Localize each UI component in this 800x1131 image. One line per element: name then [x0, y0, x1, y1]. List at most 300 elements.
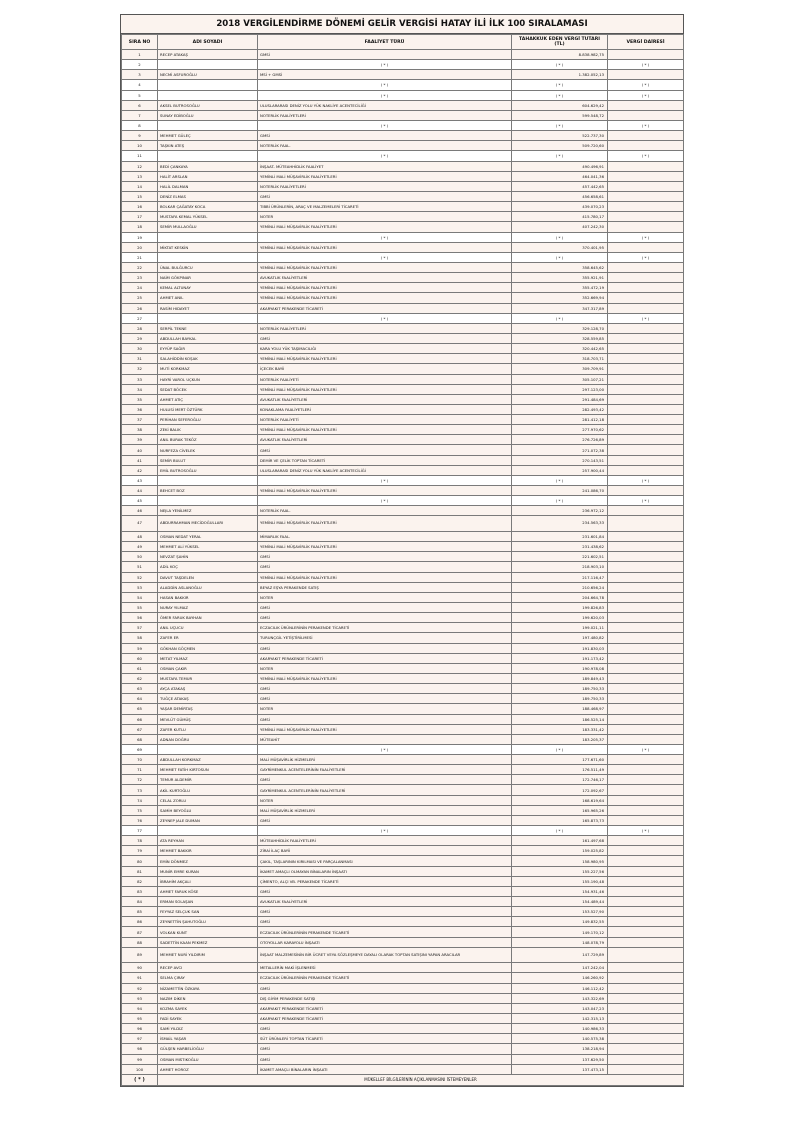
table-row	[122, 775, 684, 785]
row-tax-office	[608, 486, 684, 496]
row-name: AHMET ANIL	[158, 293, 258, 303]
row-name: TUĞÇE ATAKAŞ	[158, 694, 258, 704]
table-row	[122, 313, 684, 323]
row-name: ALADDİN ASLANOĞLU	[158, 582, 258, 592]
row-tax-office	[608, 1044, 684, 1054]
row-name	[158, 252, 258, 262]
row-activity: TIBBİ ÜRÜNLERİN, ARAÇ VE MALZEMELERİ TİCARETİ	[258, 202, 512, 212]
row-number: 28	[122, 323, 158, 333]
row-name: KOZMA SAYEK	[158, 1003, 258, 1013]
row-hidden-mark: ( * )	[258, 90, 512, 100]
row-name: MEVLÜT GÜMÜŞ	[158, 714, 258, 724]
row-amount: 509.720,60	[512, 141, 608, 151]
row-tax-office	[608, 562, 684, 572]
row-amount: 358.645,62	[512, 262, 608, 272]
row-tax-office	[608, 993, 684, 1003]
table-row	[122, 973, 684, 983]
row-name: ZEKİ BALIK	[158, 425, 258, 435]
row-number: 20	[122, 242, 158, 252]
row-number: 44	[122, 486, 158, 496]
row-number: 73	[122, 785, 158, 795]
table-row	[122, 1044, 684, 1054]
row-tax-office	[608, 907, 684, 917]
row-activity: YEMİNLİ MALİ MÜŞAVİRLİK FAALİYETLERİ	[258, 242, 512, 252]
row-name: MEHMET FATİH KIRTOSUN	[158, 765, 258, 775]
row-name: MUSTAFA KEMAL YÜKSEL	[158, 212, 258, 222]
row-hidden-mark: ( * )	[512, 232, 608, 242]
row-activity: YEMİNLİ MALİ MÜŞAVİRLİK FAALİYETLERİ	[258, 262, 512, 272]
row-hidden-mark: ( * )	[258, 826, 512, 836]
row-tax-office	[608, 181, 684, 191]
row-name	[158, 744, 258, 754]
row-number: 4	[122, 80, 158, 90]
row-number: 72	[122, 775, 158, 785]
row-number: 75	[122, 805, 158, 815]
row-activity: NOTER	[258, 212, 512, 222]
row-hidden-mark: ( * )	[512, 120, 608, 130]
row-hidden-mark: ( * )	[258, 744, 512, 754]
row-hidden-mark: ( * )	[608, 120, 684, 130]
row-name: ABDURRAHMAN MECİDOĞULLARI	[158, 516, 258, 532]
row-amount: 177.671,60	[512, 755, 608, 765]
row-name	[158, 232, 258, 242]
table-row	[122, 694, 684, 704]
row-number: 93	[122, 993, 158, 1003]
table-row	[122, 252, 684, 262]
row-amount: 191.830,03	[512, 643, 608, 653]
row-activity: GAYRİMENKUL ACENTELERİNİN FAALİYETLERİ	[258, 785, 512, 795]
row-activity: ECZACILIK ÜRÜNLERİNİN PERAKENDE TİCARETİ	[258, 623, 512, 633]
table-row	[122, 202, 684, 212]
row-name: EYYÜP SAĞIR	[158, 344, 258, 354]
row-tax-office	[608, 846, 684, 856]
row-tax-office	[608, 755, 684, 765]
table-row	[122, 212, 684, 222]
row-amount: 148.078,79	[512, 937, 608, 947]
row-name: SEDAT BÖCEK	[158, 384, 258, 394]
row-number: 92	[122, 983, 158, 993]
row-name: OSMAN NEDAT YERAL	[158, 531, 258, 541]
row-activity: NOTERLİK FAAL.	[258, 506, 512, 516]
row-name: VOLKAN KUNT	[158, 927, 258, 937]
row-tax-office	[608, 303, 684, 313]
row-number: 40	[122, 445, 158, 455]
row-name: NAZIM DİKEN	[158, 993, 258, 1003]
row-amount: 329.128,70	[512, 323, 608, 333]
table-row	[122, 602, 684, 612]
row-number: 70	[122, 755, 158, 765]
row-tax-office	[608, 1064, 684, 1074]
row-number: 76	[122, 815, 158, 825]
row-number: 45	[122, 496, 158, 506]
table-header-row	[122, 35, 684, 50]
row-number: 39	[122, 435, 158, 445]
row-amount: 271.072,38	[512, 445, 608, 455]
table-row	[122, 1024, 684, 1034]
row-hidden-mark: ( * )	[512, 496, 608, 506]
row-tax-office	[608, 333, 684, 343]
table-row	[122, 131, 684, 141]
table-row	[122, 947, 684, 963]
row-hidden-mark: ( * )	[258, 80, 512, 90]
table-row	[122, 273, 684, 283]
row-name: DENİZ ELMAS	[158, 191, 258, 201]
row-activity: GMSİ	[258, 886, 512, 896]
row-tax-office	[608, 445, 684, 455]
table-row	[122, 704, 684, 714]
row-number: 31	[122, 354, 158, 364]
row-hidden-mark: ( * )	[512, 826, 608, 836]
row-activity: METALLERİN MAKİ İŞLENMESİ	[258, 963, 512, 973]
row-activity: GMSİ	[258, 1024, 512, 1034]
row-amount: 309.709,91	[512, 364, 608, 374]
row-activity: GAYRİMENKUL ACENTELERİNİN FAALİYETLERİ	[258, 765, 512, 775]
row-name: METAT YILMAZ	[158, 653, 258, 663]
row-activity: AVUKATLIK FAALİYETLERİ	[258, 273, 512, 283]
row-amount: 172.746,17	[512, 775, 608, 785]
row-amount: 140.575,38	[512, 1034, 608, 1044]
row-tax-office	[608, 293, 684, 303]
row-name: BOLKAR ÇAĞATAY KOCA	[158, 202, 258, 212]
row-name: ADİL KOÇ	[158, 562, 258, 572]
row-name: MUSTAFA TEMUR	[158, 673, 258, 683]
table-row	[122, 765, 684, 775]
row-amount: 355.921,91	[512, 273, 608, 283]
table-row	[122, 1034, 684, 1044]
row-tax-office	[608, 516, 684, 532]
row-tax-office	[608, 694, 684, 704]
row-name: GÖKHAN GÖÇMEN	[158, 643, 258, 653]
row-amount: 199.826,83	[512, 602, 608, 612]
row-name: SUNAY EDİBOĞLU	[158, 110, 258, 120]
row-name: DAVUT TAŞDELEN	[158, 572, 258, 582]
row-number: 16	[122, 202, 158, 212]
row-name: MEHMET ALİ YÜKSEL	[158, 542, 258, 552]
row-tax-office	[608, 425, 684, 435]
row-activity: İNŞAAT MALZEMESİNİN BİR ÜCRET VEYA SÖZLEŞMEYE DAYALI OLARAK TOPTAN SATIŞINI YAPAN ARACILAR	[258, 947, 512, 963]
row-activity: YEMİNLİ MALİ MÜŞAVİRLİK FAALİYETLERİ	[258, 673, 512, 683]
row-tax-office	[608, 602, 684, 612]
table-row	[122, 384, 684, 394]
table-row	[122, 283, 684, 293]
row-name: AKSEL BUTROSOĞLU	[158, 100, 258, 110]
row-amount: 146.112,42	[512, 983, 608, 993]
table-row	[122, 795, 684, 805]
row-tax-office	[608, 212, 684, 222]
table-row	[122, 562, 684, 572]
row-amount: 231.601,84	[512, 531, 608, 541]
row-activity: GMSİ	[258, 643, 512, 653]
header-sira-no: SIRA NO	[122, 35, 158, 50]
table-row	[122, 1054, 684, 1064]
row-name	[158, 826, 258, 836]
row-number: 77	[122, 826, 158, 836]
row-tax-office	[608, 1024, 684, 1034]
row-activity: ECZACILIK ÜRÜNLERİNİN PERAKENDE TİCARETİ	[258, 973, 512, 983]
row-name: MUNİR EMRE KURAN	[158, 866, 258, 876]
row-number: 41	[122, 455, 158, 465]
row-amount: 210.656,24	[512, 582, 608, 592]
row-tax-office	[608, 947, 684, 963]
table-row	[122, 993, 684, 1003]
row-hidden-mark: ( * )	[258, 151, 512, 161]
table-row	[122, 633, 684, 643]
row-tax-office	[608, 394, 684, 404]
table-row	[122, 191, 684, 201]
row-amount: 154.489,44	[512, 897, 608, 907]
row-tax-office	[608, 937, 684, 947]
row-tax-office	[608, 1013, 684, 1023]
table-row	[122, 374, 684, 384]
row-number: 63	[122, 684, 158, 694]
row-activity: AVUKATLIK FAALİYETLERİ	[258, 897, 512, 907]
table-row	[122, 293, 684, 303]
row-tax-office	[608, 415, 684, 425]
row-tax-office	[608, 973, 684, 983]
row-activity: NOTERLİK FAALİYETLERİ	[258, 181, 512, 191]
row-name: HAYRİ VAROL UÇKUN	[158, 374, 258, 384]
row-activity: GMSİ	[258, 1054, 512, 1064]
row-number: 61	[122, 663, 158, 673]
row-hidden-mark: ( * )	[258, 120, 512, 130]
table-row	[122, 1013, 684, 1023]
row-name	[158, 313, 258, 323]
row-amount: 142.315,13	[512, 1013, 608, 1023]
row-tax-office	[608, 283, 684, 293]
row-name: PERİHAN SEFEROĞLU	[158, 415, 258, 425]
row-tax-office	[608, 171, 684, 181]
table-row	[122, 222, 684, 232]
row-activity: YEMİNLİ MALİ MÜŞAVİRLİK FAALİYETLERİ	[258, 354, 512, 364]
table-row	[122, 303, 684, 313]
row-tax-office	[608, 963, 684, 973]
row-number: 7	[122, 110, 158, 120]
table-row	[122, 724, 684, 734]
row-amount: 143.047,23	[512, 1003, 608, 1013]
table-row	[122, 344, 684, 354]
row-activity: NOTERLİK FAALİYETİ	[258, 374, 512, 384]
row-number: 100	[122, 1064, 158, 1074]
row-hidden-mark: ( * )	[258, 252, 512, 262]
row-tax-office	[608, 1003, 684, 1013]
row-name: ZAFER KUTLU	[158, 724, 258, 734]
table-row	[122, 582, 684, 592]
row-amount: 236.972,12	[512, 506, 608, 516]
row-amount: 1.382.052,13	[512, 70, 608, 80]
row-amount: 257.900,44	[512, 465, 608, 475]
table-row	[122, 755, 684, 765]
table-row	[122, 673, 684, 683]
row-number: 58	[122, 633, 158, 643]
table-row	[122, 232, 684, 242]
row-number: 98	[122, 1044, 158, 1054]
row-hidden-mark: ( * )	[608, 496, 684, 506]
row-name: AHMET HOROZ	[158, 1064, 258, 1074]
table-row	[122, 542, 684, 552]
row-activity: GMSİ	[258, 694, 512, 704]
row-amount: 370.401,95	[512, 242, 608, 252]
row-name: ABDULLAH KORKMAZ	[158, 755, 258, 765]
row-name: MEHMET BAKKIR	[158, 846, 258, 856]
row-amount: 490.496,91	[512, 161, 608, 171]
row-tax-office	[608, 897, 684, 907]
row-activity: GMSİ	[258, 445, 512, 455]
table-row	[122, 242, 684, 252]
row-amount: 155.190,48	[512, 876, 608, 886]
table-row	[122, 552, 684, 562]
row-hidden-mark: ( * )	[512, 313, 608, 323]
table-row	[122, 983, 684, 993]
row-tax-office	[608, 775, 684, 785]
table-row	[122, 963, 684, 973]
row-amount: 168.619,64	[512, 795, 608, 805]
table-row	[122, 592, 684, 602]
row-tax-office	[608, 684, 684, 694]
table-row	[122, 465, 684, 475]
row-hidden-mark: ( * )	[608, 151, 684, 161]
row-activity: GMSİ	[258, 602, 512, 612]
row-amount: 197.480,82	[512, 633, 608, 643]
row-amount: 189.750,33	[512, 694, 608, 704]
row-number: 15	[122, 191, 158, 201]
row-number: 46	[122, 506, 158, 516]
row-name: GÜLŞEN HARBELİOĞLU	[158, 1044, 258, 1054]
row-number: 6	[122, 100, 158, 110]
row-activity: MÜTEAHİT	[258, 734, 512, 744]
ranking-table	[121, 34, 684, 1086]
row-number: 80	[122, 856, 158, 866]
row-tax-office	[608, 531, 684, 541]
table-row	[122, 653, 684, 663]
table-row	[122, 623, 684, 633]
row-activity: GMSİ	[258, 191, 512, 201]
row-activity: GMSİ	[258, 562, 512, 572]
table-row	[122, 70, 684, 80]
row-number: 91	[122, 973, 158, 983]
row-hidden-mark: ( * )	[608, 232, 684, 242]
row-hidden-mark: ( * )	[608, 60, 684, 70]
row-activity: ULUSLARARASI DENİZ YOLU YÜK NAKLİYE ACENTECİLİĞİ	[258, 100, 512, 110]
table-row	[122, 826, 684, 836]
row-activity: NOTERLİK FAALİYETİ	[258, 415, 512, 425]
row-hidden-mark: ( * )	[608, 252, 684, 262]
row-tax-office	[608, 506, 684, 516]
row-number: 9	[122, 131, 158, 141]
row-hidden-mark: ( * )	[512, 151, 608, 161]
table-row	[122, 927, 684, 937]
table-row	[122, 262, 684, 272]
row-tax-office	[608, 917, 684, 927]
row-number: 18	[122, 222, 158, 232]
row-activity: GMSİ	[258, 333, 512, 343]
row-tax-office	[608, 110, 684, 120]
row-number: 51	[122, 562, 158, 572]
table-row	[122, 734, 684, 744]
row-number: 27	[122, 313, 158, 323]
row-tax-office	[608, 455, 684, 465]
row-hidden-mark: ( * )	[608, 80, 684, 90]
row-amount: 221.602,51	[512, 552, 608, 562]
row-activity: YEMİNLİ MALİ MÜŞAVİRLİK FAALİYETLERİ	[258, 486, 512, 496]
row-activity: GMSİ	[258, 1044, 512, 1054]
footer-row	[122, 1074, 684, 1085]
row-tax-office	[608, 704, 684, 714]
row-name: SEMİR MULLAOĞLU	[158, 222, 258, 232]
row-name: NECMİ ASFUROĞLU	[158, 70, 258, 80]
row-name: MEHMET NURİ YILDIRIM	[158, 947, 258, 963]
row-name: YAŞAR DEMİRTAŞ	[158, 704, 258, 714]
row-amount: 599.548,72	[512, 110, 608, 120]
row-amount: 199.620,03	[512, 613, 608, 623]
row-name: MEHMET GÜLEÇ	[158, 131, 258, 141]
row-amount: 204.664,78	[512, 592, 608, 602]
row-name: ZAFER ER	[158, 633, 258, 643]
row-number: 42	[122, 465, 158, 475]
row-amount: 188.468,97	[512, 704, 608, 714]
table-row	[122, 394, 684, 404]
row-amount: 217.116,47	[512, 572, 608, 582]
footer-mark: ( * )	[122, 1074, 158, 1085]
table-row	[122, 486, 684, 496]
row-number: 33	[122, 374, 158, 384]
row-amount: 297.123,00	[512, 384, 608, 394]
row-number: 97	[122, 1034, 158, 1044]
row-number: 59	[122, 643, 158, 653]
row-amount: 305.107,21	[512, 374, 608, 384]
row-activity: İKAMET AMAÇLI BİNALARIN İNŞAATI	[258, 1064, 512, 1074]
row-number: 85	[122, 907, 158, 917]
row-number: 64	[122, 694, 158, 704]
row-name	[158, 60, 258, 70]
row-name: SADETTİN KAAN PEKMEZ	[158, 937, 258, 947]
row-name: ATA REYHAN	[158, 836, 258, 846]
row-number: 53	[122, 582, 158, 592]
row-name: ZEYNEP JALE DUMAN	[158, 815, 258, 825]
table-row	[122, 531, 684, 541]
row-amount: 189.750,33	[512, 684, 608, 694]
row-name: AKİL KURTOĞLU	[158, 785, 258, 795]
table-row	[122, 516, 684, 532]
table-row	[122, 1064, 684, 1074]
row-name	[158, 90, 258, 100]
table-row	[122, 100, 684, 110]
table-row	[122, 435, 684, 445]
row-number: 65	[122, 704, 158, 714]
row-tax-office	[608, 572, 684, 582]
row-number: 66	[122, 714, 158, 724]
row-activity: NOTER	[258, 704, 512, 714]
row-name: RECEP ATAKAŞ	[158, 50, 258, 60]
row-hidden-mark: ( * )	[512, 90, 608, 100]
table-row	[122, 333, 684, 343]
row-number: 86	[122, 917, 158, 927]
row-number: 25	[122, 293, 158, 303]
row-tax-office	[608, 836, 684, 846]
row-number: 54	[122, 592, 158, 602]
row-tax-office	[608, 242, 684, 252]
row-tax-office	[608, 785, 684, 795]
row-hidden-mark: ( * )	[608, 313, 684, 323]
row-amount: 464.041,36	[512, 171, 608, 181]
row-name: HALİT ARSLAN	[158, 171, 258, 181]
row-amount: 189.849,43	[512, 673, 608, 683]
row-name: ÖMER FARUK BAYHAN	[158, 613, 258, 623]
row-tax-office	[608, 663, 684, 673]
row-activity: YEMİNLİ MALİ MÜŞAVİRLİK FAALİYETLERİ	[258, 572, 512, 582]
row-activity: DIŞ GİYİM PERAKENDE SATIŞI	[258, 993, 512, 1003]
row-number: 1	[122, 50, 158, 60]
row-amount: 155.227,56	[512, 866, 608, 876]
